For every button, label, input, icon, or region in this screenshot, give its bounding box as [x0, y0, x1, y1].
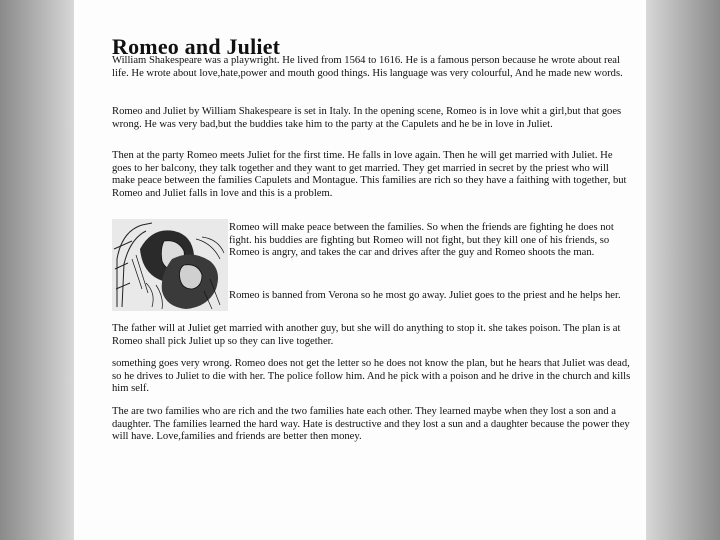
paragraph-banned: Romeo is banned from Verona so he most go away. Juliet goes to the priest and he helps her. [229, 290, 621, 301]
paragraph-fight: Romeo will make peace between the families. So when the friends are fighting he does not fight. his buddies are fighting but Romeo will not fight, but they kill one of his friends, so Romeo is angry, and takes the car and drives after the guy and Romeo shoots the man. [229, 222, 614, 259]
paragraph-party: Then at the party Romeo meets Juliet for the first time. He falls in love again. Then he will get married with Juliet. He goes to her balcony, they talk together and they want to get married. They get married in secret by the priest who will make peace between the families Capulets and Montague. This families are rich so they have a faithing with together, but Romeo and Juliet falls in love and this is a problem. [112, 150, 627, 199]
paragraph-setting: Romeo and Juliet by William Shakespeare is set in Italy. In the opening scene, Romeo is in love whit a girl,but that goes wrong. He was very bad,but the buddies take him to the party at the Capulets and he be in love in Juliet. [112, 106, 622, 130]
paragraph-intro: William Shakespeare was a playwright. He lived from 1564 to 1616. He is a famous person because he wrote about real life. He wrote about love,hate,power and mouth good things. His language was very colourful, And he made new words. [112, 55, 623, 79]
document-title: Romeo and Juliet [112, 34, 281, 59]
paragraph-ending: something goes very wrong. Romeo does not get the letter so he does not know the plan, but he hears that Juliet was dead, so he drives to Juliet to die with her. The police follow him. And he pick with a poison and he drive in the church and kills him self. [112, 358, 631, 395]
document-page [74, 0, 646, 540]
right-frame [646, 0, 720, 540]
left-frame [0, 0, 74, 540]
romeo-juliet-engraving [112, 219, 228, 311]
paragraph-conclusion: The are two families who are rich and the two families hate each other. They learned maybe when they lost a son and a daughter. The families learned the hard way. Hate is destructive and they lost a sun and a daughter because the power they will have. Love,families and friends are better then money. [112, 406, 630, 443]
paragraph-poison: The father will at Juliet get married with another guy, but she will do anything to stop it. she takes poison. The plan is at Romeo shall pick Juliet up so they can live together. [112, 323, 621, 347]
